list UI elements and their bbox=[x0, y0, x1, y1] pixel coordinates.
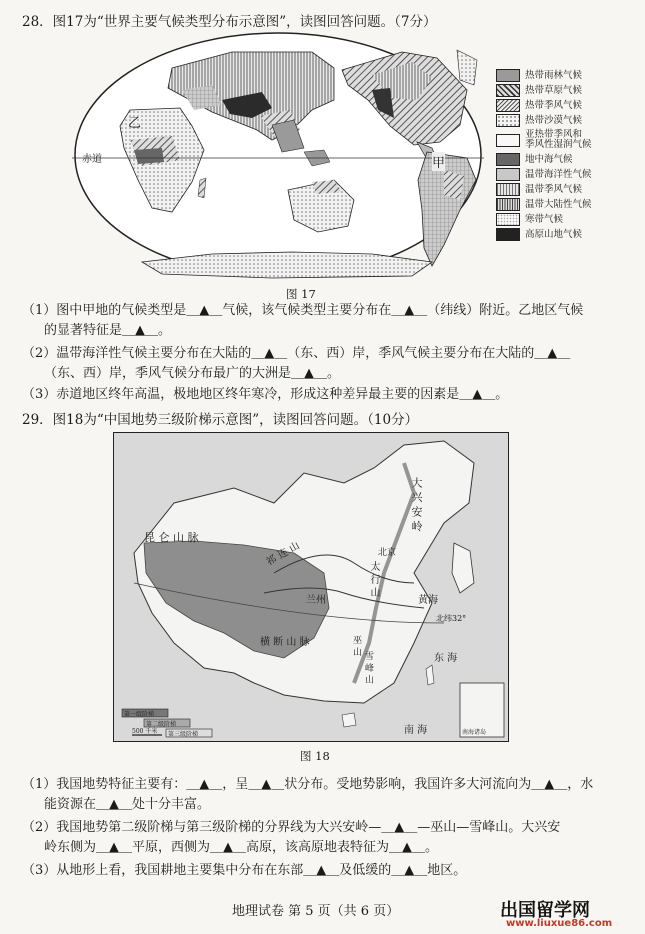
q28-sub1-line2: 的显著特征是＿▲＿。 bbox=[44, 323, 171, 338]
label-qilian: 祁 连 山 bbox=[264, 540, 302, 569]
label-step1: 第一级阶梯 bbox=[124, 711, 155, 718]
q29-sub3-line1: （3）从地形上看，我国耕地主要集中分布在东部＿▲＿及低缓的＿▲＿地区。 bbox=[22, 863, 467, 878]
legend-mediterranean: 地中海气候 bbox=[496, 152, 592, 167]
label-taihang: 太 行 山 bbox=[368, 561, 379, 598]
q29-sub2-line1: （2）我国地势第二级阶梯与第三级阶梯的分界线为大兴安岭—＿▲＿—巫山—雪峰山。大兴安 bbox=[22, 820, 561, 835]
legend-swatch bbox=[496, 198, 520, 211]
legend-swatch bbox=[496, 153, 520, 166]
label-nanhai: 南 海 bbox=[404, 725, 428, 736]
label-step2: 第二级阶梯 bbox=[146, 721, 177, 728]
label-yi: 乙 bbox=[128, 116, 142, 131]
figure-17-caption: 图 17 bbox=[286, 287, 316, 301]
q29-sub1-line2: 能资源在＿▲＿处十分丰富。 bbox=[44, 797, 210, 812]
legend-tropical-monsoon: 热带季风气候 bbox=[496, 98, 592, 113]
legend-subtropical-monsoon: 亚热带季风和 季风性湿润气候 bbox=[496, 128, 592, 152]
label-step3: 第三级阶梯 bbox=[168, 731, 199, 738]
q29-sub1-line1: （1）我国地势特征主要有：＿▲＿，呈＿▲＿状分布。受地势影响，我国许多大河流向为＿▲＿，水 bbox=[22, 777, 594, 792]
legend-swatch bbox=[496, 114, 520, 127]
q29-title: 29．图18为“中国地势三级阶梯示意图”，读图回答问题。（10分） bbox=[22, 412, 419, 428]
watermark-title: 出国留学网 bbox=[500, 900, 590, 921]
q28-sub3-line1: （3）赤道地区终年高温，极地地区终年寒冷，形成这种差异最主要的因素是＿▲＿。 bbox=[22, 387, 509, 402]
legend-swatch bbox=[496, 69, 520, 82]
q28-title: 28．图17为“世界主要气候类型分布示意图”，读图回答问题。（7分） bbox=[22, 14, 437, 30]
legend-polar: 寒带气候 bbox=[496, 212, 592, 227]
page-footer: 地理试卷 第 5 页（共 6 页） bbox=[232, 904, 400, 919]
watermark-url: www.liuxue86.com bbox=[506, 918, 613, 929]
world-climate-map bbox=[72, 30, 484, 280]
q28-sub1-line1: （1）图中甲地的气候类型是＿▲＿气候，该气候类型主要分布在＿▲＿（纬线）附近。乙地区气候 bbox=[22, 303, 584, 318]
legend-swatch bbox=[496, 168, 520, 181]
legend-temperate-maritime: 温带海洋性气候 bbox=[496, 167, 592, 182]
legend-tropical-savanna: 热带草原气候 bbox=[496, 83, 592, 98]
label-beijing: 北京 bbox=[378, 548, 397, 558]
label-jia: 甲 bbox=[432, 152, 445, 171]
label-nanhai-islands: 南海诸岛 bbox=[462, 729, 487, 736]
legend-swatch bbox=[496, 213, 520, 226]
figure-18-caption: 图 18 bbox=[300, 749, 330, 763]
q28-sub2-line1: （2）温带海洋性气候主要分布在大陆的＿▲＿（东、西）岸，季风气候主要分布在大陆的＿▲＿ bbox=[22, 346, 571, 361]
south-america bbox=[418, 152, 476, 266]
label-huanghai: 黄海 bbox=[418, 595, 438, 606]
legend-tropical-rainforest: 热带雨林气候 bbox=[496, 68, 592, 83]
label-xuefeng: 雪 峰 山 bbox=[363, 651, 373, 684]
label-latitude: 北纬32° bbox=[436, 614, 467, 623]
legend-swatch bbox=[496, 183, 520, 196]
q28-sub2-line2: （东、西）岸，季风气候分布最广的大洲是＿▲＿。 bbox=[44, 366, 340, 381]
label-lanzhou: 兰州 bbox=[306, 595, 326, 606]
legend-swatch bbox=[496, 84, 520, 97]
legend-swatch bbox=[496, 99, 520, 112]
equator-label: 赤道 bbox=[82, 154, 102, 165]
legend-tropical-desert: 热带沙漠气候 bbox=[496, 113, 592, 128]
q29-sub2-line2: 岭东侧为＿▲＿平原，西侧为＿▲＿高原，该高原地表特征为＿▲＿。 bbox=[44, 840, 438, 855]
label-wushan: 巫 山 bbox=[351, 635, 361, 656]
legend-highland: 高原山地气候 bbox=[496, 227, 592, 242]
label-donghai: 东 海 bbox=[434, 653, 458, 664]
legend-temperate-continental: 温带大陆性气候 bbox=[496, 197, 592, 212]
climate-legend bbox=[496, 68, 592, 242]
legend-swatch bbox=[496, 134, 520, 147]
china-terrain-map bbox=[113, 432, 509, 742]
label-kunlun: 昆 仑 山 脉 bbox=[144, 531, 199, 544]
label-hengduan: 横 断 山 脉 bbox=[260, 637, 310, 648]
legend-temperate-monsoon: 温带季风气候 bbox=[496, 182, 592, 197]
legend-swatch bbox=[496, 228, 520, 241]
label-daxinganling: 大 兴 安 岭 bbox=[410, 477, 423, 532]
label-scale: 500 千米 bbox=[132, 728, 158, 735]
